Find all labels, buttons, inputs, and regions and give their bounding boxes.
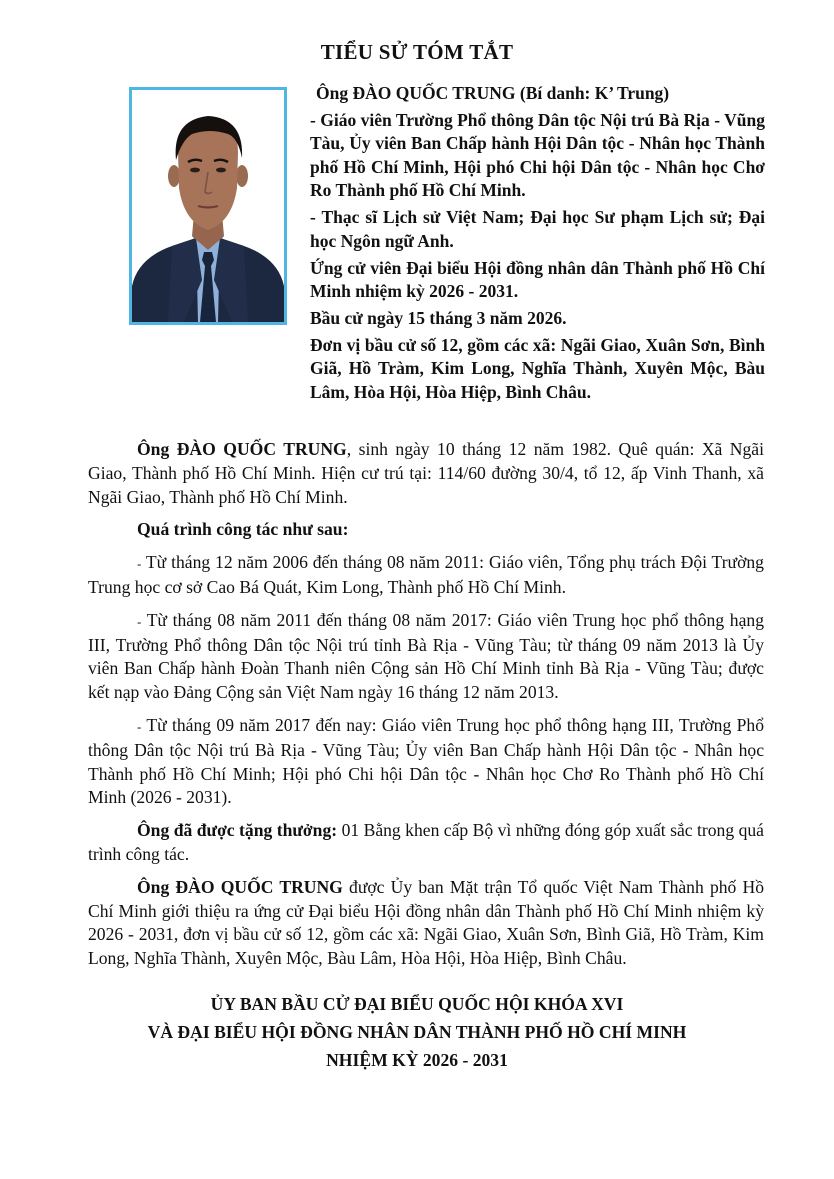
nomination-text: được Ủy ban Mặt trận Tổ quốc Việt Nam Thành phố Hồ Chí Minh giới thiệu ra ứng cử Đại biểu Hội đồng nhân dân Thành phố Hồ Chí Minh nhiệm kỳ 2026 - 2031, đơn vị bầu cử số 12, gồm các xã: Ngãi Giao, Xuân Sơn, Bình Giã, Hồ Tràm, Kim Long, Nghĩa Thành, Xuyên Mộc, Bàu Lâm, Hòa Hội, Hòa Hiệp, Bình Châu.	[88, 876, 765, 969]
candidate-photo	[129, 87, 287, 325]
dash-marker: -	[137, 613, 142, 629]
committee-term: NHIỆM KỲ 2026 - 2031	[326, 1050, 508, 1070]
summary-electoral-unit: Đơn vị bầu cử số 12, gồm các xã: Ngãi Giao, Xuân Sơn, Bình Giã, Hồ Tràm, Kim Long, Nghĩa Thành, Xuyên Mộc, Bàu Lâm, Hòa Hội, Hòa Hiệp, Bình Châu.	[310, 335, 765, 402]
award-label: Ông đã được tặng thưởng:	[137, 820, 338, 841]
nomination-paragraph	[88, 876, 764, 971]
bio-intro-text: , sinh ngày 10 tháng 12 năm 1982. Quê quán: Xã Ngãi Giao, Thành phố Hồ Chí Minh. Hiện cư trú tại: 114/60 đường 30/4, tổ 12, ấp Vinh Thanh, xã Ngãi Giao, Thành phố Hồ Chí Minh.	[88, 439, 764, 507]
work-history-heading: Quá trình công tác như sau:	[137, 519, 349, 540]
bio-intro-name: Ông ĐÀO QUỐC TRUNG	[137, 439, 347, 459]
summary-candidacy: Ứng cử viên Đại biểu Hội đồng nhân dân Thành phố Hồ Chí Minh nhiệm kỳ 2026 - 2031.	[310, 257, 765, 302]
bio-intro-paragraph	[88, 438, 764, 509]
work-history-text: Từ tháng 08 năm 2011 đến tháng 08 năm 2017: Giáo viên Trung học phổ thông hạng III, Trường Phổ thông Dân tộc Nội trú tỉnh Bà Rịa - Vũng Tàu; từ tháng 09 năm 2013 là Ủy viên Ban Chấp hành Đoàn Thanh niên Cộng sản Hồ Chí Minh tỉnh Bà Rịa - Vũng Tàu; được kết nạp vào Đảng Cộng sản Việt Nam ngày 16 tháng 12 năm 2013.	[88, 609, 764, 703]
summary-education: - Thạc sĩ Lịch sử Việt Nam; Đại học Sư phạm Lịch sử; Đại học Ngôn ngữ Anh.	[310, 207, 765, 251]
award-paragraph	[88, 819, 764, 867]
work-history-text: Từ tháng 09 năm 2017 đến nay: Giáo viên Trung học phổ thông hạng III, Trường Phổ thông Dân tộc Nội trú Bà Rịa - Vũng Tàu; Ủy viên Ban Chấp hành Hội Dân tộc - Nhân học Thành phố Hồ Chí Minh; Hội phó Chi hội Dân tộc - Nhân học Chơ Ro Thành phố Hồ Chí Minh (2026 - 2031).	[88, 714, 764, 808]
committee-line: VÀ ĐẠI BIỂU HỘI ĐỒNG NHÂN DÂN THÀNH PHỐ HỒ CHÍ MINH	[147, 1022, 687, 1042]
summary-positions: - Giáo viên Trường Phổ thông Dân tộc Nội trú Bà Rịa - Vũng Tàu, Ủy viên Ban Chấp hành Hội Dân tộc - Nhân học Thành phố Hồ Chí Minh, Hội phó Chi hội Dân tộc - Nhân học Chơ Ro Thành phố Hồ Chí Minh.	[310, 110, 765, 201]
biography-body	[88, 438, 764, 980]
work-history-item	[88, 609, 764, 705]
dash-marker: -	[137, 718, 142, 734]
award-text: 01 Bằng khen cấp Bộ vì những đóng góp xuất sắc trong quá trình công tác.	[88, 820, 764, 864]
summary-election-date: Bầu cử ngày 15 tháng 3 năm 2026.	[310, 308, 567, 329]
work-history-text: Từ tháng 12 năm 2006 đến tháng 08 năm 2011: Giáo viên, Tổng phụ trách Đội Trường Trung học cơ sở Cao Bá Quát, Kim Long, Thành phố Hồ Chí Minh.	[88, 552, 764, 597]
work-history-item	[88, 551, 764, 600]
dash-marker: -	[137, 556, 142, 572]
issuing-committee	[0, 990, 834, 1074]
portrait-image	[132, 90, 284, 322]
candidate-summary	[310, 82, 765, 408]
candidate-name-line: Ông ĐÀO QUỐC TRUNG (Bí danh: K’ Trung)	[316, 83, 670, 103]
nomination-name: Ông ĐÀO QUỐC TRUNG	[137, 876, 343, 897]
committee-line: ỦY BAN BẦU CỬ ĐẠI BIỂU QUỐC HỘI KHÓA XVI	[210, 994, 624, 1014]
work-history-item	[88, 714, 764, 810]
page-title: TIỂU SỬ TÓM TẮT	[320, 40, 514, 64]
